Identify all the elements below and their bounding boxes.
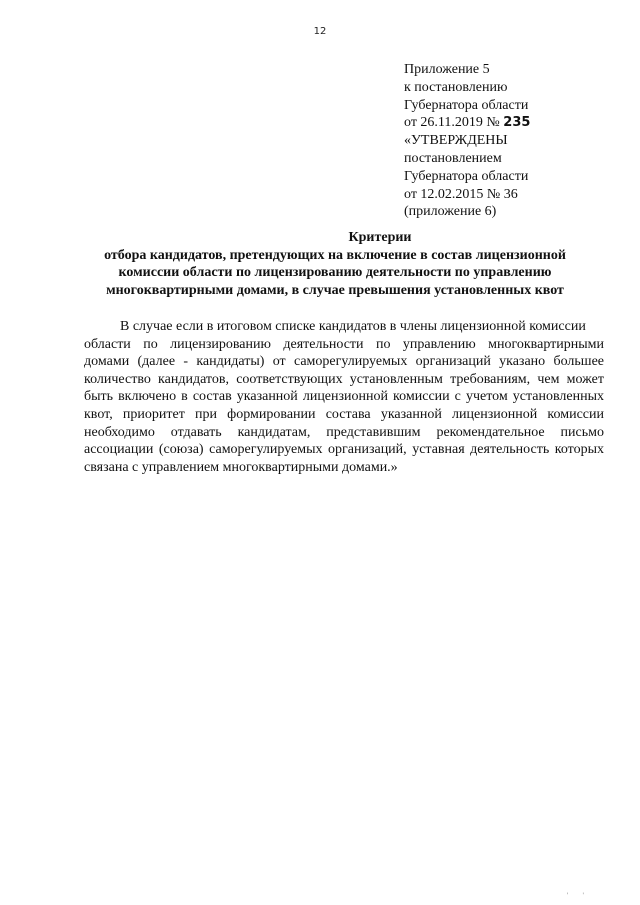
- appendix-line: (приложение 6): [404, 204, 497, 220]
- appendix-line: [404, 114, 624, 132]
- title-line: многоквартирными домами, в случае превышения установленных квот: [106, 282, 564, 298]
- document-title: [60, 229, 610, 299]
- appendix-line: Губернатора области: [404, 97, 529, 113]
- appendix-line: постановлением: [404, 150, 502, 166]
- scan-marks: ' ': [566, 892, 590, 899]
- body-line: быть включено в состав указанной лицензионной комиссии с учетом установленных: [84, 389, 604, 405]
- body-line: квот, приоритет при формировании состава указанной лицензионной комиссии: [84, 406, 604, 422]
- appendix-line: Губернатора области: [404, 168, 529, 184]
- body-line: В случае если в итоговом списке кандидатов в члены лицензионной комиссии: [120, 319, 586, 334]
- decree-number: 235: [503, 115, 531, 131]
- appendix-line: Приложение 5: [404, 62, 490, 77]
- appendix-line: от 12.02.2015 № 36: [404, 186, 518, 202]
- body-line: связана с управлением многоквартирными домами.»: [84, 459, 398, 475]
- body-line: домами (далее - кандидаты) от саморегулируемых организаций указано большее: [84, 354, 604, 370]
- body-paragraph: [84, 318, 604, 476]
- appendix-line: «УТВЕРЖДЕНЫ: [404, 133, 508, 149]
- title-heading: Критерии: [348, 230, 412, 245]
- appendix-line: к постановлению: [404, 79, 508, 95]
- appendix-block: [404, 61, 624, 221]
- title-line: комиссии области по лицензированию деятельности по управлению: [118, 265, 552, 280]
- appendix-date: от 26.11.2019 №: [404, 115, 500, 131]
- title-line: отбора кандидатов, претендующих на включение в состав лицензионной: [104, 247, 566, 263]
- page-number: 12: [313, 26, 327, 37]
- body-line: количество кандидатов, соответствующих установленным требованиям, чем может: [84, 371, 604, 387]
- body-line: ассоциации (союза) саморегулируемых организаций, уставная деятельность которых: [84, 442, 604, 458]
- body-line: области по лицензированию деятельности по управлению многоквартирными: [84, 336, 604, 352]
- body-line: необходимо отдавать кандидатам, представившим рекомендательное письмо: [84, 424, 604, 440]
